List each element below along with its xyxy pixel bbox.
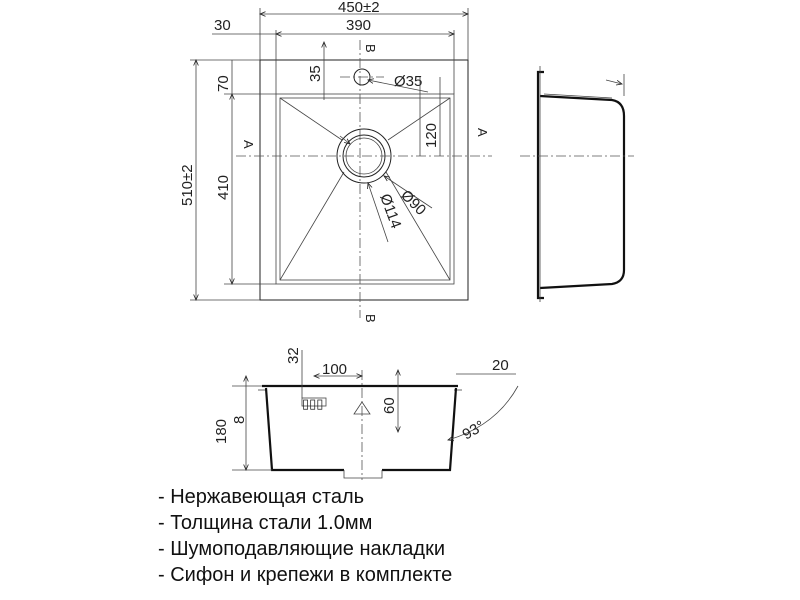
dim-rim-offset: 30 — [214, 17, 231, 34]
dim-drain-dia-inner: Ø90 — [397, 186, 430, 219]
dim-inner-width: 390 — [346, 17, 372, 34]
dim-tap-hole-offset: 35 — [307, 65, 324, 82]
section-view — [213, 347, 518, 480]
overflow-slots: ▯▯▯ — [302, 396, 324, 411]
sink-outline — [260, 60, 468, 300]
side-view — [520, 66, 634, 302]
dim-rim-height: 8 — [231, 415, 248, 424]
dim-drain-dia-outer: Ø114 — [376, 191, 405, 231]
top-view — [179, 0, 492, 323]
feature-item: - Толщина стали 1.0мм — [158, 512, 373, 534]
dim-drain-offset: 120 — [423, 122, 440, 148]
dim-inner-depth: 410 — [215, 174, 232, 200]
section-mark-a-left: A — [241, 140, 256, 149]
feature-list — [158, 484, 452, 588]
dim-overflow-offset: 100 — [322, 361, 348, 378]
dim-rim-back: 70 — [215, 75, 232, 92]
feature-item: - Сифон и крепежи в комплекте — [158, 564, 453, 586]
section-mark-a-right: A — [475, 128, 490, 137]
dim-tap-hole-dia: Ø35 — [394, 73, 423, 90]
bowl-outline — [276, 94, 454, 284]
dim-wall-angle: 93° — [459, 417, 488, 444]
dim-total-height: 180 — [213, 418, 230, 444]
dim-overflow-height: 60 — [381, 397, 398, 414]
dim-overall-width: 450±2 — [338, 0, 380, 16]
feature-item: - Нержавеющая сталь — [158, 486, 365, 508]
section-mark-b-bottom: B — [363, 314, 378, 323]
feature-item: - Шумоподавляющие накладки — [158, 538, 446, 560]
dim-flange: 20 — [492, 357, 509, 374]
dim-overall-depth: 510±2 — [179, 164, 196, 206]
dim-rim-width: 32 — [285, 347, 302, 364]
section-mark-b-top: B — [363, 44, 378, 53]
